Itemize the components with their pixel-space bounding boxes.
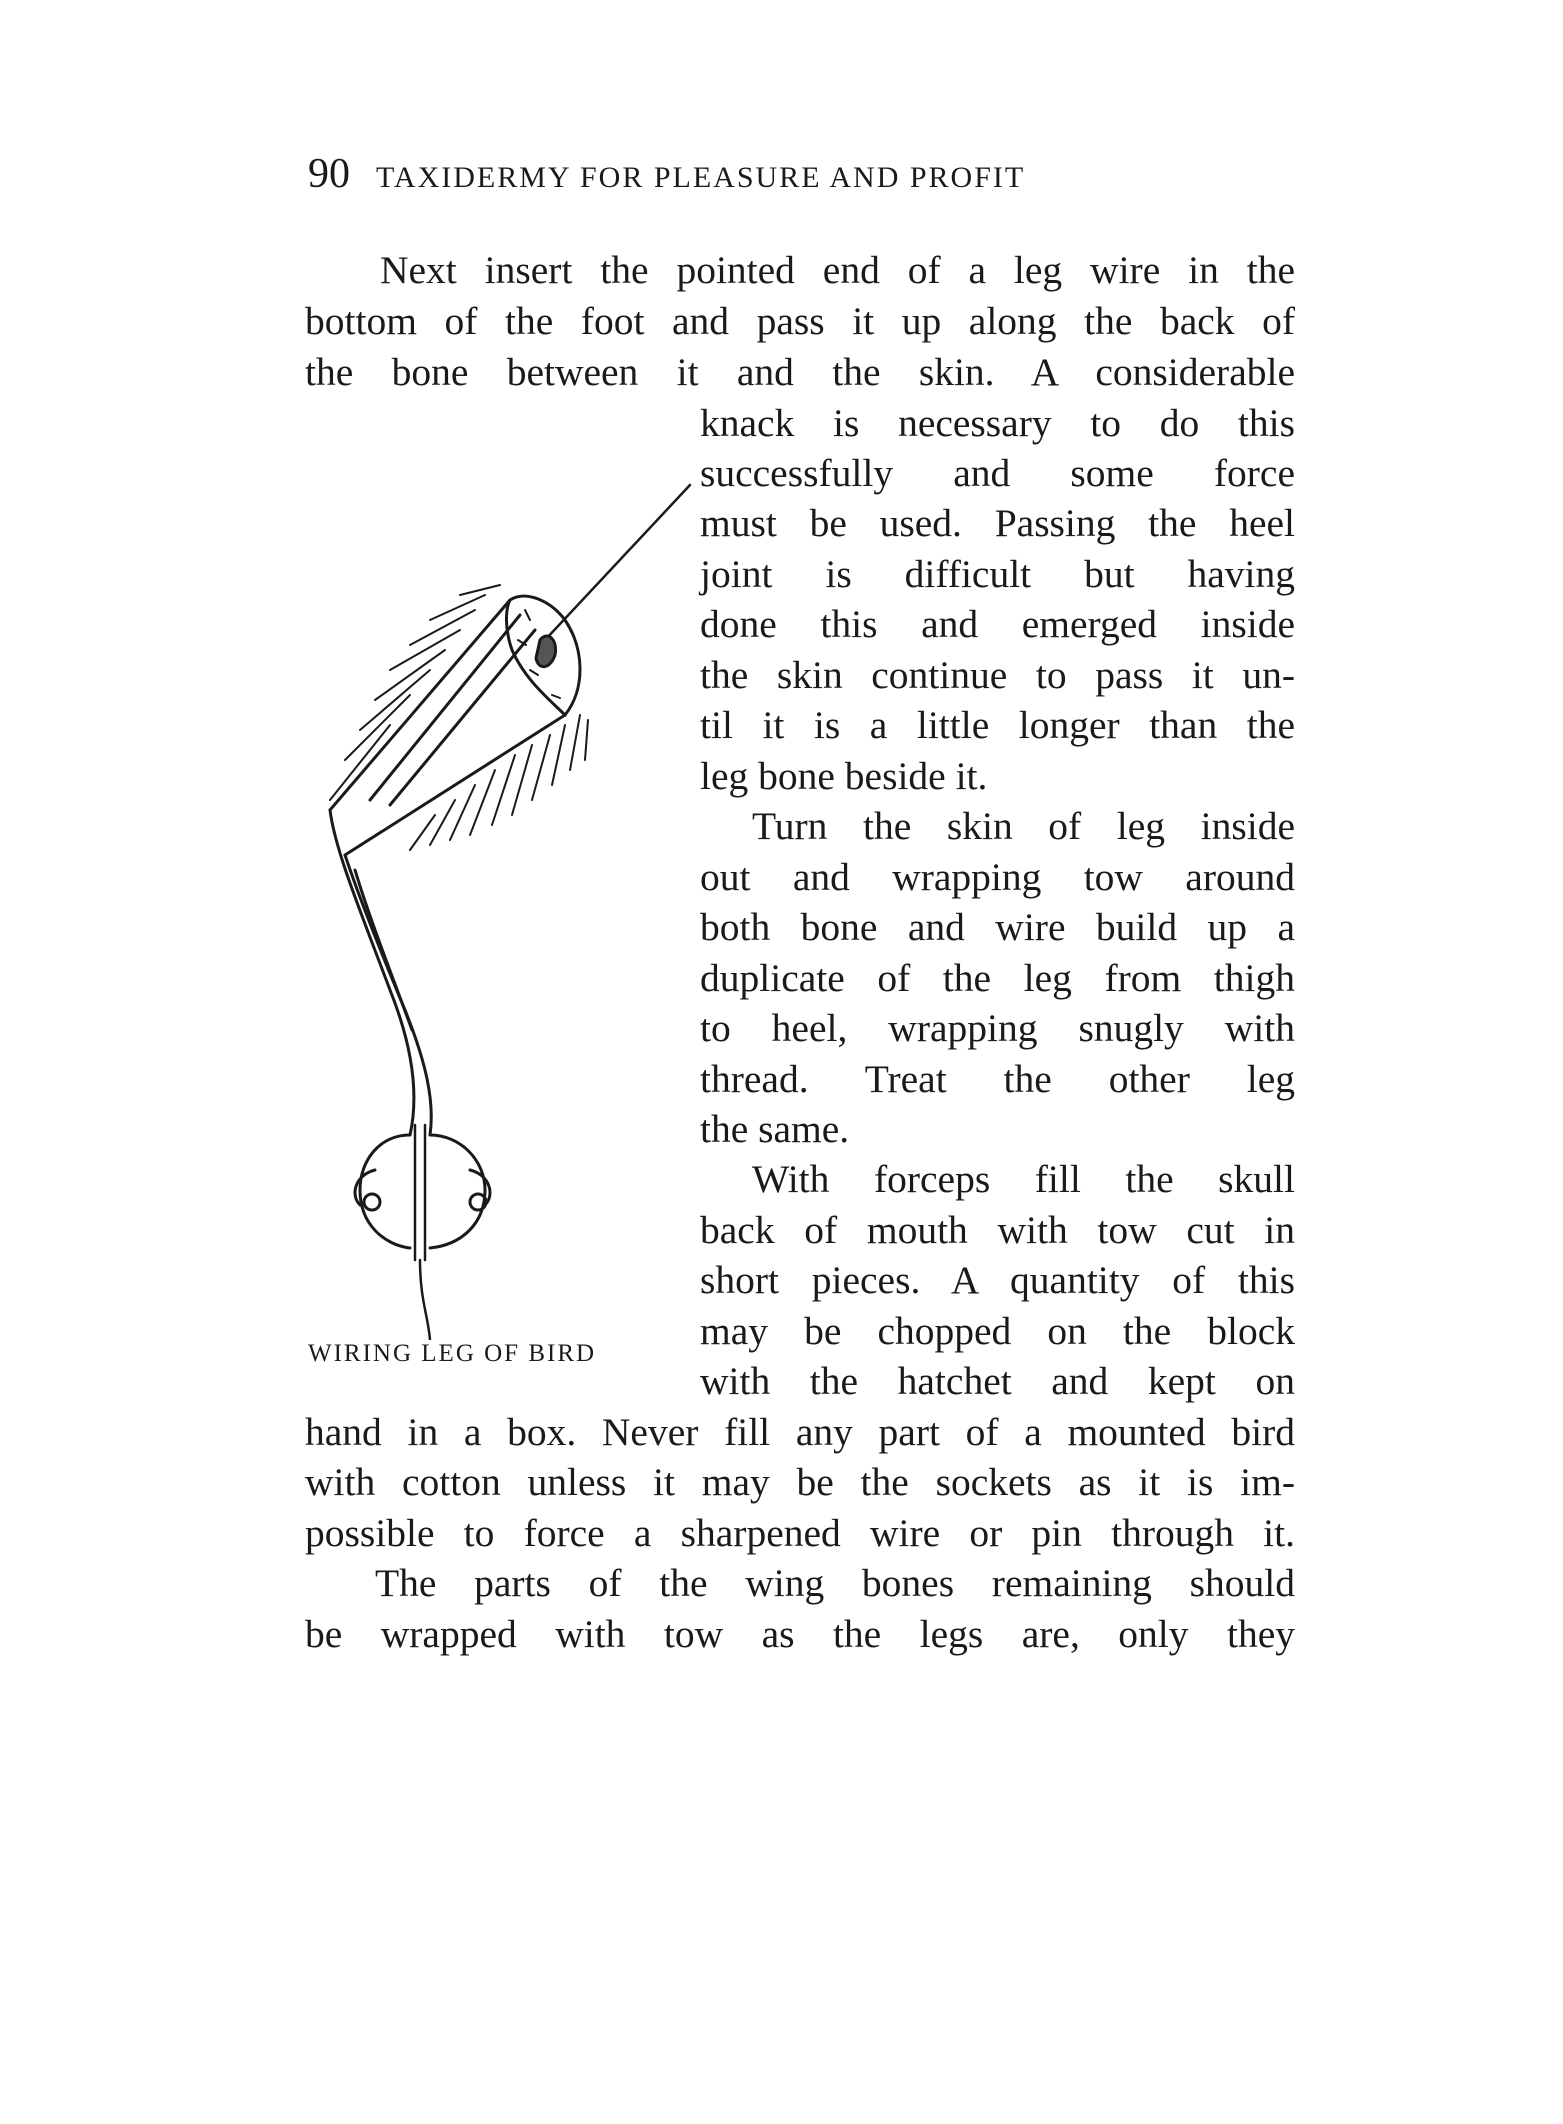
bird-leg-illustration: [300, 470, 700, 1345]
text-line: possible to force a sharpened wire or pin through it.: [305, 1511, 1295, 1555]
text-line: successfully and some force: [700, 451, 1295, 495]
page-number: 90: [308, 151, 350, 197]
text-line: may be chopped on the block: [700, 1309, 1295, 1353]
text-line: the bone between it and the skin. A considerable: [305, 350, 1295, 394]
text-line: til it is a little longer than the: [700, 703, 1295, 747]
text-line: joint is difficult but having: [700, 552, 1295, 596]
text-line: The parts of the wing bones remaining should: [375, 1561, 1295, 1605]
text-line: With forceps fill the skull: [752, 1157, 1295, 1201]
figure-caption: WIRING LEG OF BIRD: [308, 1340, 597, 1367]
text-line: must be used. Passing the heel: [700, 501, 1295, 545]
text-line: bottom of the foot and pass it up along the back of: [305, 299, 1295, 343]
text-line: to heel, wrapping snugly with: [700, 1006, 1295, 1050]
text-line: Next insert the pointed end of a leg wire in the: [380, 248, 1295, 292]
text-line: out and wrapping tow around: [700, 855, 1295, 899]
text-line: short pieces. A quantity of this: [700, 1258, 1295, 1302]
text-line: done this and emerged inside: [700, 602, 1295, 646]
text-line: thread. Treat the other leg: [700, 1057, 1295, 1101]
text-line: with the hatchet and kept on: [700, 1359, 1295, 1403]
text-line: back of mouth with tow cut in: [700, 1208, 1295, 1252]
running-title: TAXIDERMY FOR PLEASURE AND PROFIT: [376, 161, 1026, 194]
text-line: the skin continue to pass it un-: [700, 653, 1295, 697]
running-header: [308, 150, 1025, 198]
text-line: be wrapped with tow as the legs are, only they: [305, 1612, 1295, 1656]
text-line: hand in a box. Never fill any part of a mounted bird: [305, 1410, 1295, 1454]
text-line: the same.: [700, 1107, 850, 1151]
text-line: leg bone beside it.: [700, 754, 988, 798]
text-line: both bone and wire build up a: [700, 905, 1295, 949]
text-line: with cotton unless it may be the sockets as it is im-: [305, 1460, 1295, 1504]
text-line: duplicate of the leg from thigh: [700, 956, 1295, 1000]
text-line: knack is necessary to do this: [700, 401, 1295, 445]
text-line: Turn the skin of leg inside: [752, 804, 1295, 848]
